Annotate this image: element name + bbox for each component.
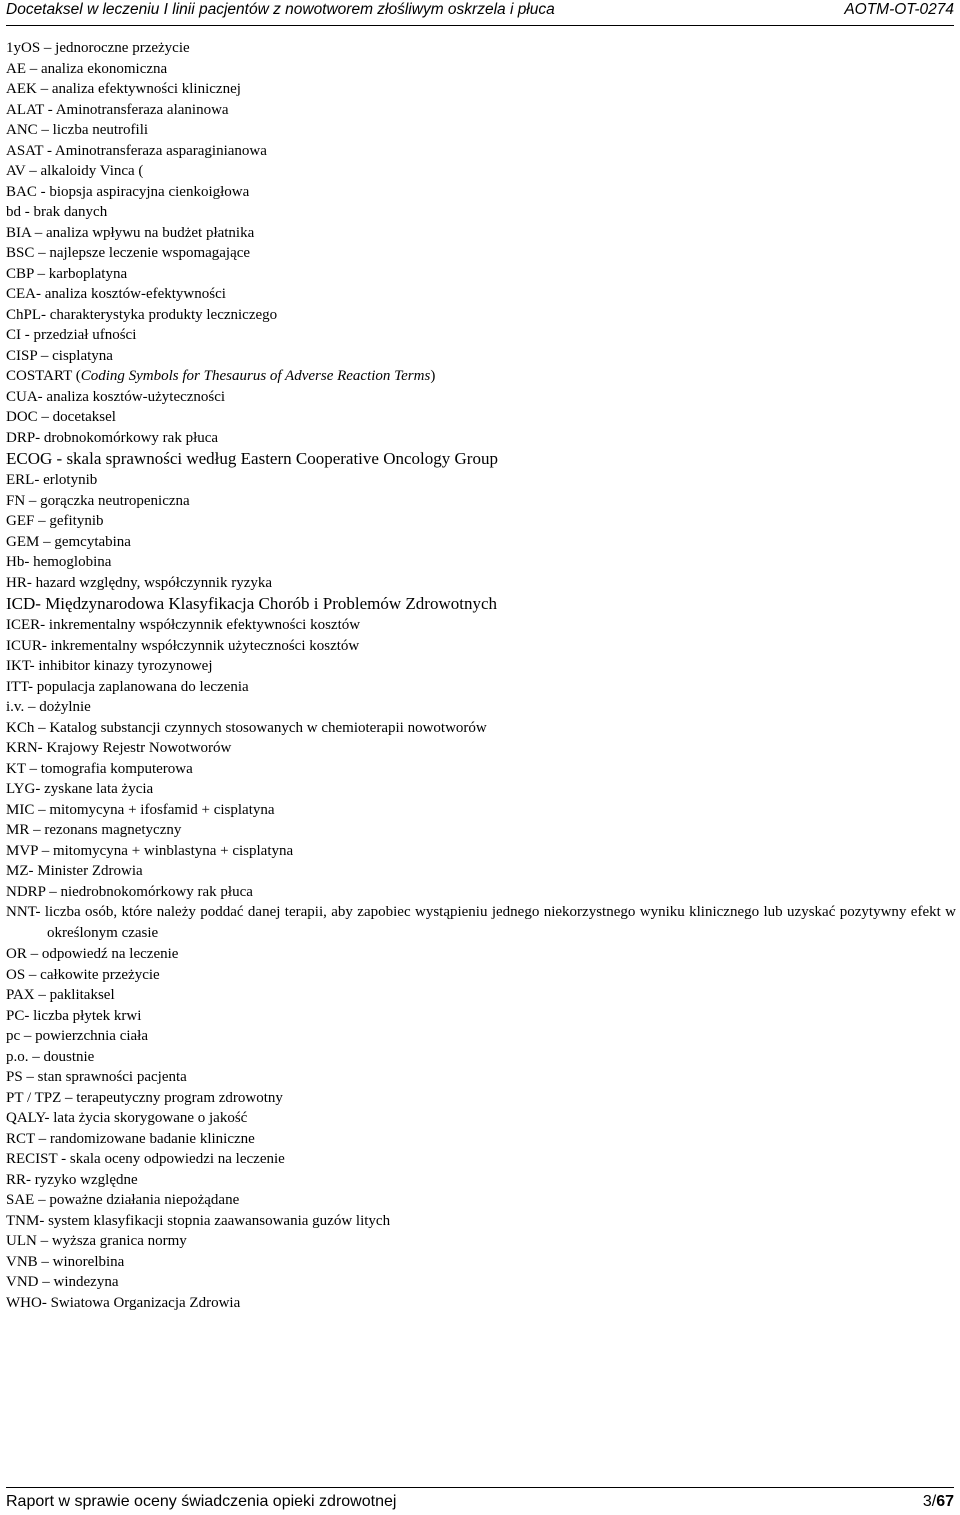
abbreviation-item: CI - przedział ufności bbox=[6, 327, 137, 343]
abbreviation-item: MZ- Minister Zdrowia bbox=[6, 863, 143, 879]
page-total: 67 bbox=[936, 1493, 954, 1510]
abbreviation-item: 1yOS – jednoroczne przeżycie bbox=[6, 40, 190, 56]
page-number bbox=[923, 1492, 954, 1512]
footer-divider bbox=[6, 1487, 954, 1488]
abbreviation-item: RCT – randomizowane badanie kliniczne bbox=[6, 1130, 255, 1147]
abbreviation-item: ITT- populacja zaplanowana do leczenia bbox=[6, 678, 249, 695]
abbreviation-item: ALAT - Aminotransferaza alaninowa bbox=[6, 101, 229, 118]
abbreviation-item: ICER- inkrementalny współczynnik efektywności kosztów bbox=[6, 617, 361, 633]
abbreviation-item: OS – całkowite przeżycie bbox=[6, 966, 160, 983]
abbreviation-item: VND – windezyna bbox=[6, 1274, 119, 1290]
abbreviation-item: MIC – mitomycyna + ifosfamid + cisplatyna bbox=[6, 801, 275, 818]
page-current: 3 bbox=[922, 1493, 932, 1510]
abbreviation-item: PAX – paklitaksel bbox=[6, 987, 115, 1003]
abbreviation-item: DOC – docetaksel bbox=[6, 409, 116, 425]
abbreviation-item: ICD- Międzynarodowa Klasyfikacja Chorób i Problemów Zdrowotnych bbox=[6, 594, 497, 613]
abbreviation-item: COSTART (Coding Symbols for Thesaurus of Adverse Reaction Terms) bbox=[6, 368, 436, 384]
page-header bbox=[6, 0, 954, 26]
abbreviation-item: BAC - biopsja aspiracyjna cienkoigłowa bbox=[6, 183, 250, 200]
abbreviation-item: KT – tomografia komputerowa bbox=[6, 760, 193, 777]
document-title: Docetaksel w leczeniu I linii pacjentów z nowotworem złośliwym oskrzela i płuca bbox=[6, 1, 555, 18]
abbreviation-item: p.o. – doustnie bbox=[6, 1048, 95, 1065]
header-divider bbox=[6, 25, 954, 26]
abbreviation-item: pc – powierzchnia ciała bbox=[6, 1028, 149, 1044]
abbreviation-item: KRN- Krajowy Rejestr Nowotworów bbox=[6, 740, 232, 756]
abbreviation-item: SAE – poważne działania niepożądane bbox=[6, 1192, 240, 1208]
abbreviation-item: i.v. – dożylnie bbox=[6, 699, 91, 715]
abbreviation-item: HR- hazard względny, współczynnik ryzyka bbox=[6, 574, 273, 591]
abbreviation-item: AE – analiza ekonomiczna bbox=[6, 60, 168, 77]
abbreviation-item: ASAT - Aminotransferaza asparaginianowa bbox=[6, 142, 267, 159]
abbreviation-item: AEK – analiza efektywności klinicznej bbox=[6, 81, 241, 97]
report-title: Raport w sprawie oceny świadczenia opieki zdrowotnej bbox=[6, 1493, 397, 1510]
abbreviation-item: PC- liczba płytek krwi bbox=[6, 1007, 142, 1024]
abbreviation-item: RR- ryzyko względne bbox=[6, 1171, 138, 1188]
abbreviation-item: FN – gorączka neutropeniczna bbox=[6, 492, 190, 509]
abbreviation-item: CBP – karboplatyna bbox=[6, 265, 128, 282]
abbreviation-item: CUA- analiza kosztów-użyteczności bbox=[6, 388, 226, 405]
abbreviation-item: Hb- hemoglobina bbox=[6, 554, 112, 570]
abbreviation-item: CEA- analiza kosztów-efektywności bbox=[6, 286, 226, 302]
abbreviation-item: NDRP – niedrobnokomórkowy rak płuca bbox=[6, 883, 253, 900]
abbreviation-item: BSC – najlepsze leczenie wspomagające bbox=[6, 245, 251, 261]
abbreviation-item: KCh – Katalog substancji czynnych stosowanych w chemioterapii nowotworów bbox=[6, 719, 487, 736]
abbreviation-item: PS – stan sprawności pacjenta bbox=[6, 1069, 187, 1085]
abbreviation-item: ANC – liczba neutrofili bbox=[6, 122, 149, 138]
abbreviation-item: MVP – mitomycyna + winblastyna + cisplatyna bbox=[6, 842, 294, 859]
document-code: AOTM-OT-0274 bbox=[844, 1, 954, 18]
abbreviation-item: bd - brak danych bbox=[6, 204, 108, 220]
abbreviation-item: LYG- zyskane lata życia bbox=[6, 781, 154, 797]
abbreviation-item: DRP- drobnokomórkowy rak płuca bbox=[6, 429, 219, 446]
abbreviation-item: ECOG - skala sprawności według Eastern Cooperative Oncology Group bbox=[6, 449, 498, 468]
abbreviation-item: GEM – gemcytabina bbox=[6, 533, 131, 550]
abbreviation-item: WHO- Swiatowa Organizacja Zdrowia bbox=[6, 1294, 241, 1311]
abbreviation-item: NNT- liczba osób, które należy poddać danej terapii, aby zapobiec wystąpieniu jednego niekorzystnego wyniku klinicznego lub uzyskać pozytywny efekt w określonym czasie bbox=[6, 904, 956, 941]
abbreviation-item: CISP – cisplatyna bbox=[6, 347, 113, 364]
page-separator: / bbox=[931, 1493, 937, 1510]
abbreviation-item: TNM- system klasyfikacji stopnia zaawansowania guzów litych bbox=[6, 1212, 391, 1229]
abbreviation-item: RECIST - skala oceny odpowiedzi na leczenie bbox=[6, 1151, 285, 1167]
abbreviation-item: QALY- lata życia skorygowane o jakość bbox=[6, 1110, 248, 1126]
abbreviation-item: OR – odpowiedź na leczenie bbox=[6, 946, 179, 962]
abbreviation-item: AV – alkaloidy Vinca ( bbox=[6, 163, 144, 179]
abbreviation-item: ERL- erlotynib bbox=[6, 472, 98, 488]
abbreviation-item: ChPL- charakterystyka produkty leczniczego bbox=[6, 306, 278, 323]
abbreviation-item: VNB – winorelbina bbox=[6, 1253, 125, 1270]
abbreviation-item: MR – rezonans magnetyczny bbox=[6, 822, 182, 838]
abbreviation-list bbox=[6, 38, 956, 1313]
abbreviation-item: ULN – wyższa granica normy bbox=[6, 1233, 187, 1249]
abbreviation-item: GEF – gefitynib bbox=[6, 513, 104, 529]
abbreviation-item: IKT- inhibitor kinazy tyrozynowej bbox=[6, 658, 213, 674]
abbreviation-item: PT / TPZ – terapeutyczny program zdrowotny bbox=[6, 1089, 283, 1106]
abbreviation-item: BIA – analiza wpływu na budżet płatnika bbox=[6, 224, 255, 241]
abbreviation-item: ICUR- inkrementalny współczynnik użyteczności kosztów bbox=[6, 637, 360, 654]
